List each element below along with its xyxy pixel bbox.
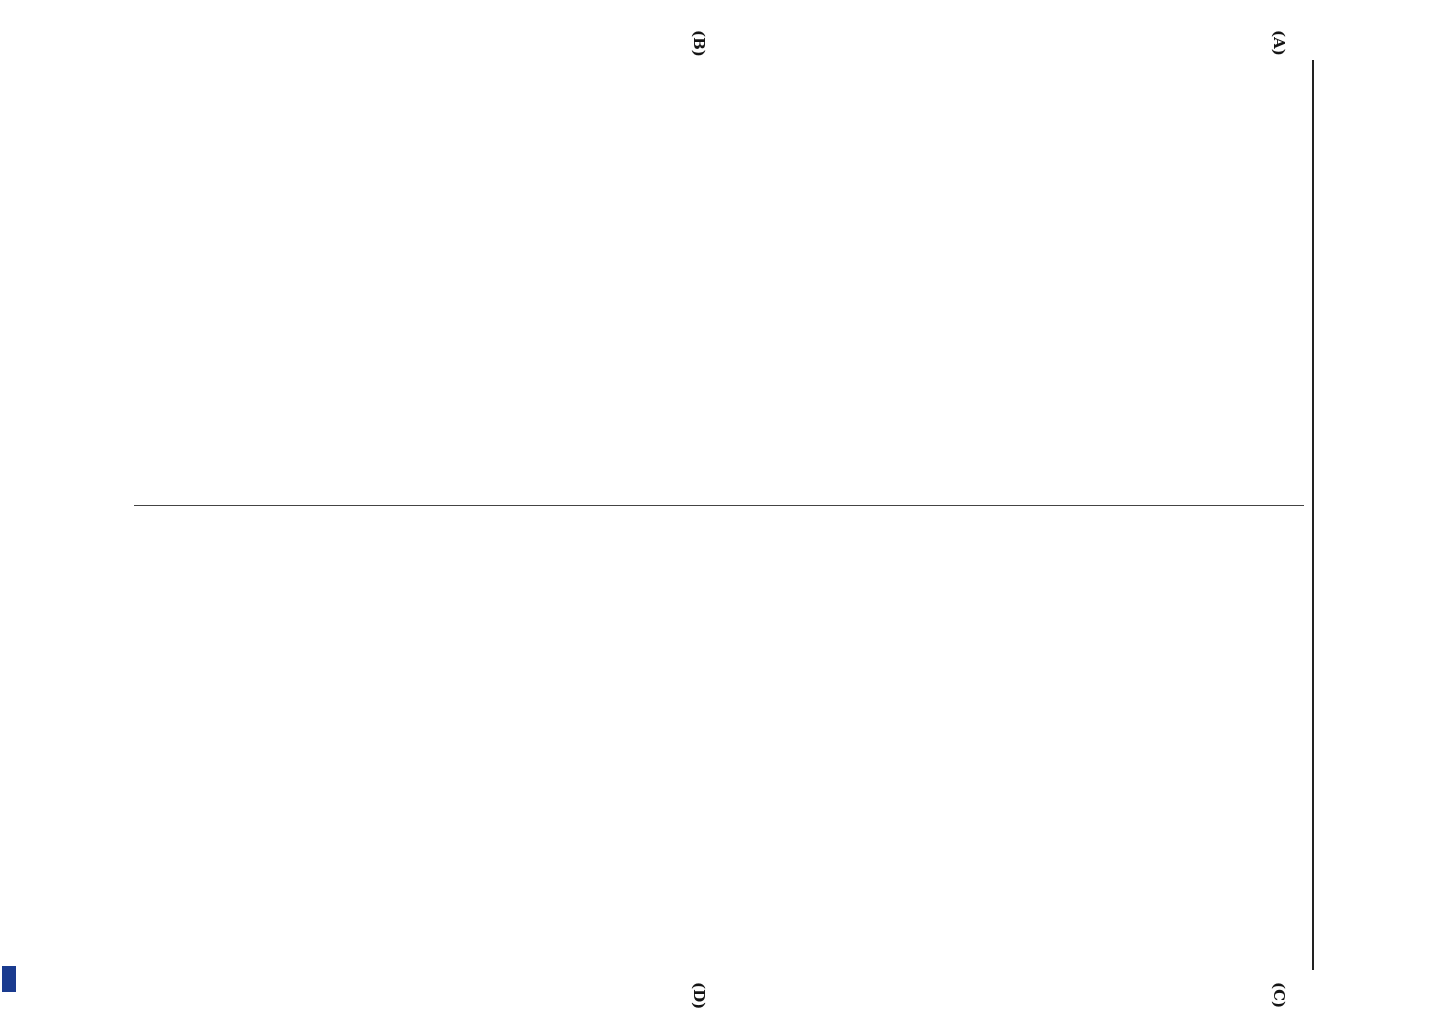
margin-marker-a: (A) bbox=[1270, 30, 1288, 56]
dfg-logo bbox=[2, 966, 16, 992]
right-column bbox=[138, 530, 1298, 950]
document-page bbox=[108, 30, 1348, 1009]
page-header bbox=[1312, 60, 1348, 970]
margin-marker-d: (D) bbox=[690, 982, 708, 1009]
margin-marker-c: (C) bbox=[1270, 982, 1288, 1009]
left-column bbox=[138, 60, 1298, 480]
column-divider bbox=[134, 505, 1304, 506]
margin-marker-b: (B) bbox=[690, 30, 708, 57]
